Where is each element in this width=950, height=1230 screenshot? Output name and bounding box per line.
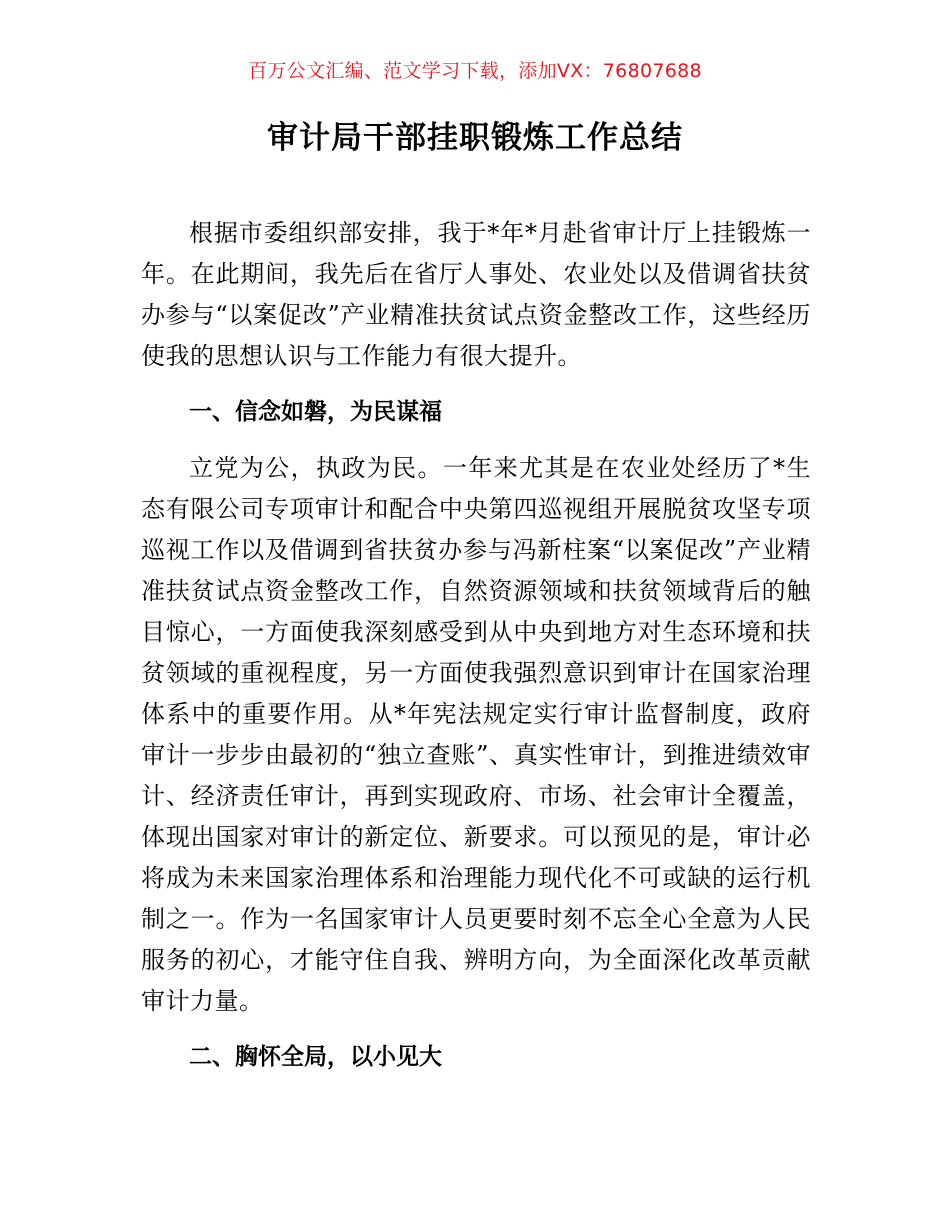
watermark-banner: 百万公文汇编、范文学习下载，添加VX：76807688 <box>248 60 702 82</box>
document-title: 审计局干部挂职锻炼工作总结 <box>267 120 683 156</box>
section-1-heading: 一、信念如磐，为民谋福 <box>189 399 442 425</box>
section-2-heading: 二、胸怀全局，以小见大 <box>189 1044 442 1070</box>
section-1-paragraph: 立党为公，执政为民。一年来尤其是在农业处经历了*生态有限公司专项审计和配合中央第四巡视组开展脱贫攻坚专项巡视工作以及借调到省扶贫办参与冯新柱案“以案促改”产业精准扶贫试点资金整改工作，自然资源领域和扶贫领域背后的触目惊心，一方面使我深刻感受到从中央到地方对生态环境和扶贫领域的重视程度，另一方面使我强烈意识到审计在国家治理体系中的重要作用。从*年宪法规定实行审计监督制度，政府审计一步步由最初的“独立查账”、真实性审计，到推进绩效审计、经济责任审计，再到实现政府、市场、社会审计全覆盖，体现出国家对审计的新定位、新要求。可以预见的是，审计必将成为未来国家治理体系和治理能力现代化不可或缺的运行机制之一。作为一名国家审计人员更要时刻不忘全心全意为人民服务的初心，才能守住自我、辨明方向，为全面深化改革贡献审计力量。 <box>141 454 811 1015</box>
document-body <box>141 213 811 1078</box>
intro-paragraph: 根据市委组织部安排，我于*年*月赴省审计厅上挂锻炼一年。在此期间，我先后在省厅人事处、农业处以及借调省扶贫办参与“以案促改”产业精准扶贫试点资金整改工作，这些经历使我的思想认识与工作能力有很大提升。 <box>141 219 811 370</box>
